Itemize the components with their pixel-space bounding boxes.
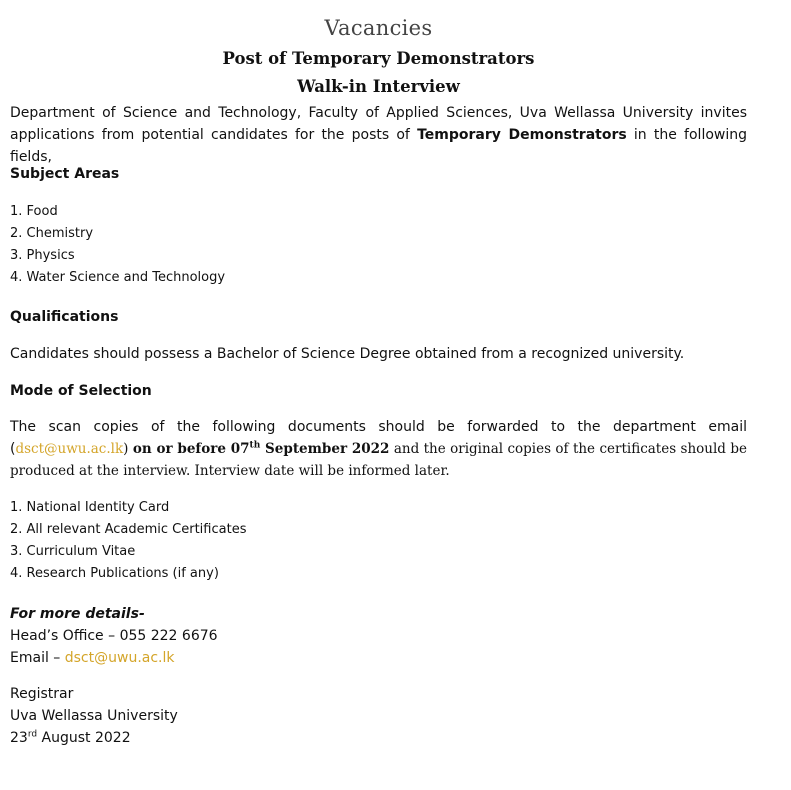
list-item: 4. Water Science and Technology (10, 270, 226, 285)
vacancy-notice (10, 0, 747, 168)
office-phone: Head’s Office – 055 222 6676 (10, 628, 218, 644)
mode-of-selection-heading: Mode of Selection (10, 383, 152, 399)
intro-text-end: in the following fields, (10, 127, 747, 165)
intro-paragraph (10, 102, 747, 168)
post-title: Post of Temporary Demonstrators (222, 49, 535, 68)
page-title: Vacancies (324, 16, 433, 40)
list-item: 2. All relevant Academic Certificates (10, 522, 247, 537)
notice-date (10, 727, 747, 749)
list-item: 1. Food (10, 204, 58, 219)
intro-bold: Temporary Demonstrators (417, 127, 627, 143)
signatory-role: Registrar (10, 686, 74, 702)
selection-text: The scan copies of the following documents should be forwarded to the department email ( (10, 419, 747, 457)
qualifications-heading: Qualifications (10, 309, 119, 325)
list-item: 3. Curriculum Vitae (10, 544, 136, 559)
contact-email-link[interactable]: dsct@uwu.ac.lk (64, 650, 175, 666)
paren-close: ) (123, 441, 133, 457)
deadline-prefix: on or before 07 (132, 441, 250, 457)
signatory-institution: Uva Wellassa University (10, 708, 178, 724)
subject-areas-heading: Subject Areas (10, 166, 120, 182)
interview-type: Walk-in Interview (297, 77, 460, 96)
date-sup: rd (27, 729, 38, 740)
email-label: Email – (10, 650, 65, 666)
list-item: 2. Chemistry (10, 226, 94, 241)
contact-heading: For more details- (10, 606, 145, 622)
list-item: 4. Research Publications (if any) (10, 566, 219, 581)
contact-email (10, 647, 747, 669)
documents-list (10, 497, 246, 585)
deadline-suffix: September 2022 (260, 441, 390, 457)
selection-text-end: and the original copies of the certificates should be produced at the interview. Interview date will be informed later. (10, 441, 747, 479)
subject-areas-list (10, 201, 225, 289)
list-item: 3. Physics (10, 248, 75, 263)
department-email-link[interactable]: dsct@uwu.ac.lk (15, 441, 124, 457)
qualifications-text: Candidates should possess a Bachelor of Science Degree obtained from a recognized university. (10, 346, 685, 362)
mode-of-selection-text (10, 416, 747, 482)
intro-text: Department of Science and Technology, Faculty of Applied Sciences, Uva Wellassa University invites applications from potential candidates for the posts of (10, 105, 747, 143)
deadline (133, 441, 390, 457)
deadline-sup: th (249, 440, 261, 451)
list-item: 1. National Identity Card (10, 500, 170, 515)
date-rest: August 2022 (37, 730, 131, 746)
date-day: 23 (10, 730, 28, 746)
